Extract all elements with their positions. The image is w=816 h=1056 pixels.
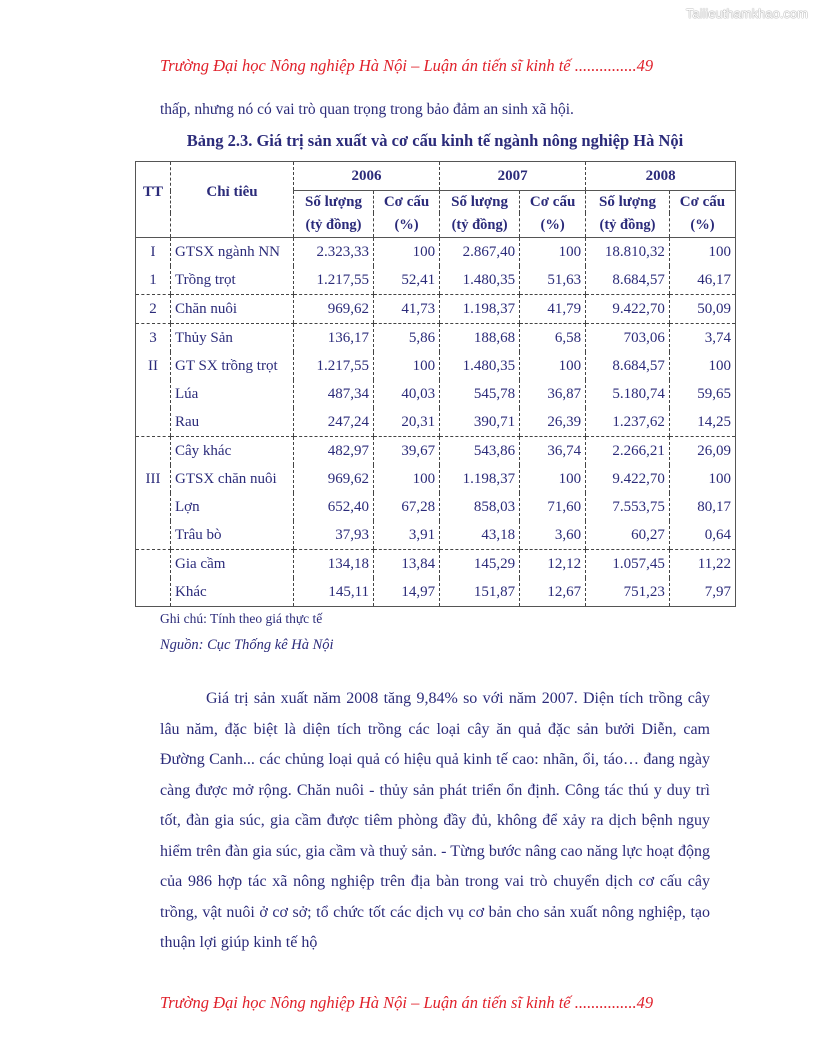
row-indicator: Khác	[171, 578, 294, 607]
cell-quantity: 545,78	[440, 380, 520, 408]
cell-share: 5,86	[374, 324, 440, 353]
sub-share-header: Cơ cấu	[669, 191, 735, 214]
cell-share: 7,97	[669, 578, 735, 607]
cell-share: 46,17	[669, 266, 735, 295]
unit-label: (tỷ đồng)	[586, 213, 670, 238]
cell-share: 100	[520, 352, 586, 380]
row-indicator: Rau	[171, 408, 294, 437]
row-tt	[136, 578, 171, 607]
row-tt: III	[145, 470, 161, 487]
cell-quantity: 145,11	[294, 578, 374, 607]
row-tt: I	[150, 243, 156, 260]
sub-qty-header: Số lượng	[586, 191, 670, 214]
cell-share: 40,03	[374, 380, 440, 408]
table-row	[136, 380, 736, 408]
unit-label: (%)	[374, 213, 440, 238]
cell-quantity: 9.422,70	[586, 465, 670, 493]
year-header: 2007	[440, 162, 586, 191]
cell-quantity: 969,62	[294, 295, 374, 324]
cell-quantity: 482,97	[294, 437, 374, 466]
row-tt	[136, 437, 171, 466]
cell-share: 36,74	[520, 437, 586, 466]
cell-share: 3,60	[520, 521, 586, 550]
cell-quantity: 1.217,55	[294, 352, 374, 380]
sub-share-header: Cơ cấu	[374, 191, 440, 214]
row-indicator: Cây khác	[171, 437, 294, 466]
cell-share: 100	[669, 238, 735, 267]
row-tt	[136, 493, 171, 521]
table-source: Nguồn: Cục Thống kê Hà Nội	[160, 637, 334, 653]
cell-share: 14,25	[669, 408, 735, 437]
cell-quantity: 858,03	[440, 493, 520, 521]
cell-quantity: 751,23	[586, 578, 670, 607]
cell-share: 80,17	[669, 493, 735, 521]
table-row	[136, 266, 736, 295]
cell-share: 11,22	[669, 550, 735, 579]
cell-quantity: 151,87	[440, 578, 520, 607]
table-row	[136, 465, 736, 493]
running-footer: Trường Đại học Nông nghiệp Hà Nội – Luận án tiến sĩ kinh tế ...............49	[160, 993, 654, 1012]
cell-quantity: 969,62	[294, 465, 374, 493]
sub-qty-header: Số lượng	[294, 191, 374, 214]
unit-label: (tỷ đồng)	[440, 213, 520, 238]
cell-quantity: 1.198,37	[440, 465, 520, 493]
cell-share: 14,97	[374, 578, 440, 607]
cell-quantity: 1.217,55	[294, 266, 374, 295]
cell-share: 39,67	[374, 437, 440, 466]
cell-share: 100	[669, 352, 735, 380]
table-row	[136, 295, 736, 324]
cell-quantity: 2.867,40	[440, 238, 520, 267]
cell-share: 26,39	[520, 408, 586, 437]
row-tt: 3	[149, 329, 157, 346]
unit-label: (%)	[520, 213, 586, 238]
cell-quantity: 390,71	[440, 408, 520, 437]
cell-quantity: 7.553,75	[586, 493, 670, 521]
cell-quantity: 8.684,57	[586, 352, 670, 380]
cell-quantity: 9.422,70	[586, 295, 670, 324]
watermark: Tailieuthamkhao.com	[685, 6, 808, 21]
table-row	[136, 550, 736, 579]
table-row	[136, 324, 736, 353]
cell-quantity: 134,18	[294, 550, 374, 579]
table-row	[136, 437, 736, 466]
cell-share: 3,74	[669, 324, 735, 353]
cell-quantity: 43,18	[440, 521, 520, 550]
table-row	[136, 521, 736, 550]
cell-share: 67,28	[374, 493, 440, 521]
cell-quantity: 247,24	[294, 408, 374, 437]
cell-quantity: 487,34	[294, 380, 374, 408]
unit-label: (tỷ đồng)	[294, 213, 374, 238]
cell-quantity: 1.480,35	[440, 266, 520, 295]
intro-line: thấp, nhưng nó có vai trò quan trọng trong bảo đảm an sinh xã hội.	[160, 101, 574, 118]
cell-share: 50,09	[669, 295, 735, 324]
cell-quantity: 5.180,74	[586, 380, 670, 408]
cell-share: 100	[520, 238, 586, 267]
cell-share: 6,58	[520, 324, 586, 353]
cell-quantity: 703,06	[586, 324, 670, 353]
cell-share: 13,84	[374, 550, 440, 579]
table-row	[136, 578, 736, 607]
cell-share: 100	[669, 465, 735, 493]
cell-share: 12,12	[520, 550, 586, 579]
cell-share: 71,60	[520, 493, 586, 521]
row-indicator: Lúa	[171, 380, 294, 408]
cell-quantity: 1.237,62	[586, 408, 670, 437]
sub-qty-header: Số lượng	[440, 191, 520, 214]
table-row	[136, 352, 736, 380]
cell-share: 100	[520, 465, 586, 493]
cell-share: 20,31	[374, 408, 440, 437]
cell-share: 51,63	[520, 266, 586, 295]
cell-share: 41,79	[520, 295, 586, 324]
cell-quantity: 652,40	[294, 493, 374, 521]
cell-quantity: 60,27	[586, 521, 670, 550]
row-indicator: Thủy Sản	[171, 324, 294, 353]
row-indicator: GTSX chăn nuôi	[171, 465, 294, 493]
cell-share: 12,67	[520, 578, 586, 607]
table-caption: Bảng 2.3. Giá trị sản xuất và cơ cấu kinh tế ngành nông nghiệp Hà Nội	[186, 131, 684, 150]
cell-quantity: 18.810,32	[586, 238, 670, 267]
running-header: Trường Đại học Nông nghiệp Hà Nội – Luận án tiến sĩ kinh tế ...............49	[160, 56, 654, 75]
table-row	[136, 238, 736, 267]
row-indicator: GTSX ngành NN	[171, 238, 294, 267]
col-indicator: Chỉ tiêu	[171, 162, 294, 238]
row-indicator: Lợn	[171, 493, 294, 521]
row-tt: 1	[136, 266, 171, 295]
cell-share: 59,65	[669, 380, 735, 408]
body-paragraph: Giá trị sản xuất năm 2008 tăng 9,84% so với năm 2007. Diện tích trồng cây lâu năm, đặc biệt là diện tích trồng các loại cây ăn quả đặc sản bưởi Diễn, cam Đường Canh... các chủng loại quả có hiệu quả kinh tế cao: nhãn, ổi, táo… đang ngày càng được mở rộng. Chăn nuôi - thủy sản phát triển ổn định. Công tác thú y duy trì tốt, đàn gia súc, gia cầm được tiêm phòng đầy đủ, không để xảy ra dịch bệnh nguy hiểm trên đàn gia súc, gia cầm và thuỷ sản. - Từng bước nâng cao năng lực hoạt động của 986 hợp tác xã nông nghiệp trên địa bàn trong vai trò chuyển dịch cơ cấu cây trồng, vật nuôi ở cơ sở; tổ chức tốt các dịch vụ cơ bản cho sản xuất nông nghiệp, tạo thuận lợi giúp kinh tế hộ	[160, 690, 710, 951]
cell-share: 26,09	[669, 437, 735, 466]
cell-share: 100	[374, 238, 440, 267]
cell-quantity: 1.480,35	[440, 352, 520, 380]
col-tt: TT	[142, 184, 163, 200]
cell-quantity: 37,93	[294, 521, 374, 550]
year-header: 2006	[294, 162, 440, 191]
unit-label: (%)	[669, 213, 735, 238]
cell-share: 52,41	[374, 266, 440, 295]
cell-share: 3,91	[374, 521, 440, 550]
table-row	[136, 408, 736, 437]
table-note: Ghi chú: Tính theo giá thực tế	[160, 611, 323, 626]
row-tt	[136, 521, 171, 550]
cell-quantity: 1.198,37	[440, 295, 520, 324]
cell-share: 41,73	[374, 295, 440, 324]
table-row	[136, 493, 736, 521]
row-tt	[136, 380, 171, 408]
sub-share-header: Cơ cấu	[520, 191, 586, 214]
row-tt	[136, 550, 171, 579]
cell-quantity: 188,68	[440, 324, 520, 353]
row-indicator: GT SX trồng trọt	[171, 352, 294, 380]
data-table	[135, 161, 736, 607]
cell-quantity: 145,29	[440, 550, 520, 579]
cell-quantity: 2.266,21	[586, 437, 670, 466]
row-indicator: Trồng trọt	[171, 266, 294, 295]
cell-share: 0,64	[669, 521, 735, 550]
cell-quantity: 543,86	[440, 437, 520, 466]
row-indicator: Gia cầm	[171, 550, 294, 579]
cell-quantity: 2.323,33	[294, 238, 374, 267]
row-indicator: Trâu bò	[171, 521, 294, 550]
cell-quantity: 1.057,45	[586, 550, 670, 579]
row-tt: II	[148, 357, 158, 374]
row-indicator: Chăn nuôi	[171, 295, 294, 324]
cell-quantity: 136,17	[294, 324, 374, 353]
row-tt: 2	[136, 295, 171, 324]
cell-share: 36,87	[520, 380, 586, 408]
cell-quantity: 8.684,57	[586, 266, 670, 295]
row-tt	[136, 408, 171, 437]
cell-share: 100	[374, 465, 440, 493]
year-header: 2008	[586, 162, 736, 191]
cell-share: 100	[374, 352, 440, 380]
